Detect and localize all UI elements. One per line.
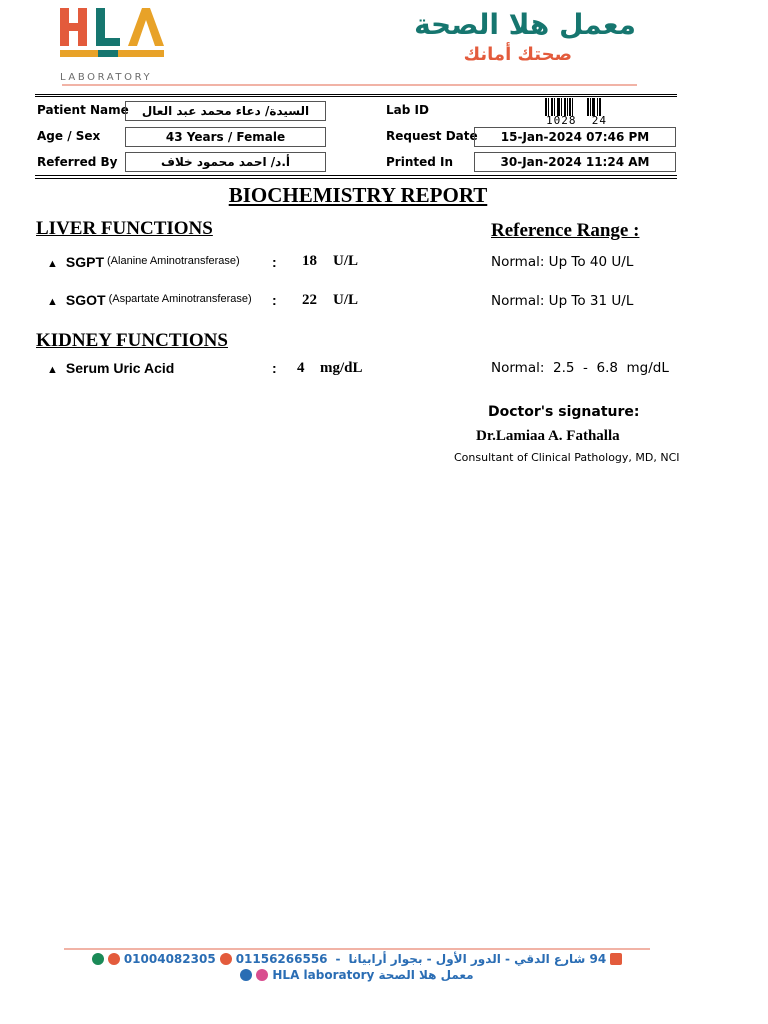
test-label: Serum Uric Acid [65, 360, 175, 376]
patient-box-bottom-rule [35, 175, 677, 176]
arrow-up-icon: ▲ [47, 258, 58, 270]
result-unit-sgot: U/L [333, 292, 359, 308]
facebook-icon [240, 969, 252, 981]
request-date-value: 15-Jan-2024 07:46 PM [474, 127, 676, 147]
patient-box-top-rule [35, 94, 677, 95]
reference-sgpt: Normal: Up To 40 U/L [491, 254, 634, 270]
doctor-name: Dr.Lamiaa A. Fathalla [476, 428, 620, 444]
arrow-up-icon: ▲ [47, 296, 58, 308]
result-unit-uric-acid: mg/dL [320, 360, 363, 376]
separator-colon: : [272, 254, 277, 270]
referred-by-value: أ.د/ احمد محمود خلاف [125, 152, 326, 172]
test-name-sgot [47, 292, 252, 308]
lab-tagline-arabic: صحتك أمانك [463, 44, 572, 65]
patient-name-value: السيدة/ دعاء محمد عبد العال [125, 101, 326, 121]
reference-sgot: Normal: Up To 31 U/L [491, 293, 634, 309]
doctor-title: Consultant of Clinical Pathology, MD, NCI [454, 451, 680, 464]
reference-range-heading: Reference Range : [491, 220, 640, 241]
lab-id-label: Lab ID [386, 103, 429, 117]
printed-in-label: Printed In [386, 155, 454, 169]
phone-icon [220, 953, 232, 965]
footer-address: 94 شارع الدقي - الدور الأول - بجوار أرابيانا [348, 952, 607, 966]
separator-colon: : [272, 292, 277, 308]
test-subtitle: (Alanine Aminotransferase) [107, 255, 240, 267]
phone-icon [108, 953, 120, 965]
test-label: SGPT [65, 254, 105, 270]
age-sex-value: 43 Years / Female [125, 127, 326, 147]
home-icon [610, 953, 622, 965]
result-value-sgot: 22 [302, 292, 317, 308]
age-sex-label: Age / Sex [37, 129, 101, 143]
instagram-icon [256, 969, 268, 981]
result-value-sgpt: 18 [302, 253, 317, 269]
footer-social-text: HLA laboratory معمل هلا الصحة [272, 968, 474, 982]
header-divider [62, 84, 637, 86]
result-value-uric-acid: 4 [297, 360, 305, 376]
footer-divider [64, 948, 650, 950]
patient-box-top-rule-inner [35, 96, 677, 97]
printed-in-value: 30-Jan-2024 11:24 AM [474, 152, 676, 172]
patient-name-label: Patient Name [37, 103, 129, 117]
reference-uric-acid: Normal: 2.5 - 6.8 mg/dL [491, 360, 669, 376]
result-unit-sgpt: U/L [333, 253, 359, 269]
request-date-label: Request Date [386, 129, 478, 143]
footer-social-row [64, 967, 650, 983]
section-heading-liver: LIVER FUNCTIONS [36, 218, 213, 239]
footer-contact-row: 01004082305 01156266556 - 94 شارع الدقي - الدور الأول - بجوار أرابيانا [64, 951, 650, 967]
lab-id-value: 1028 24 [546, 114, 607, 127]
patient-box-bottom-rule-inner [35, 178, 677, 179]
test-label: SGOT [65, 292, 106, 308]
lab-name-arabic: معمل هلا الصحة [414, 8, 636, 41]
signature-label: Doctor's signature: [488, 404, 640, 420]
test-subtitle: (Aspartate Aminotransferase) [108, 293, 252, 305]
referred-by-label: Referred By [37, 155, 118, 169]
lab-logo [58, 6, 170, 82]
arrow-up-icon: ▲ [47, 364, 58, 376]
logo-subtitle: LABORATORY [60, 72, 153, 83]
footer-phone-1: 01004082305 [123, 952, 216, 966]
footer-phone-2: 01156266556 [235, 952, 328, 966]
test-name-sgpt [47, 254, 240, 270]
test-name-uric-acid [47, 360, 174, 376]
report-title [0, 183, 716, 208]
separator-colon: : [272, 360, 277, 376]
report-title-text: BIOCHEMISTRY REPORT [228, 183, 488, 207]
hla-logo-mark [58, 6, 170, 58]
whatsapp-icon [92, 953, 104, 965]
section-heading-kidney: KIDNEY FUNCTIONS [36, 330, 228, 351]
